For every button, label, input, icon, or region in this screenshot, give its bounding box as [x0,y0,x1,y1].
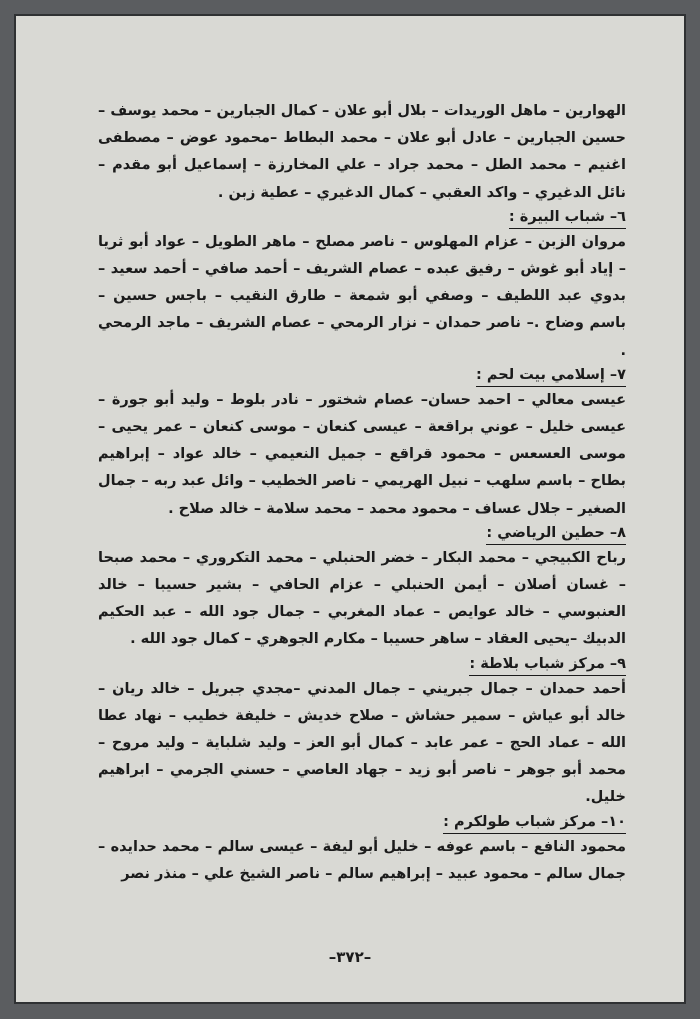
section-heading: ٩– مركز شباب بلاطة : [98,654,626,676]
names-paragraph: عيسى معالي – احمد حسان– عصام شختور – نادر بلوط – وليد أبو جورة – عيسى خليل – عوني براقعة – عيسى كنعان – موسى كنعان – عمر يحيى – موسى العسعس – محمود قراقع – جميل النعيمي – خالد عواد – إبراهيم بطاح – باسم سلهب – نبيل الهريمي – ناصر الخطيب – وائل عبد ربه – جمال الصغير – جلال عساف – محمود محمد – محمد سلامة – خالد صلاح . [98,391,626,517]
page-text [98,98,626,888]
names-paragraph: رباح الكبيجي – محمد البكار – خضر الحنبلي – محمد التكروري – محمد صبحا – غسان أصلان – أيمن الحنبلي – عزام الحافي – بشير حسيبا – خالد العنبوسي – خالد عوايص – عماد المغربي – جمال جود الله – عبد الحكيم الدبيك –يحيى العقاد – ساهر حسيبا – مكارم الجوهري – كمال جود الله . [98,549,626,648]
section-heading: ١٠– مركز شباب طولكرم : [98,812,626,834]
section-heading: ٧– إسلامي بيت لحم : [98,365,626,387]
names-paragraph: محمود النافع – باسم عوفه – خليل أبو ليفة – عيسى سالم – محمد حدايده – جمال سالم – محمود عبيد – إبراهيم سالم – ناصر الشيخ علي – منذر نصر [98,838,626,882]
page-sheet [14,14,686,1004]
names-paragraph: مروان الزبن – عزام المهلوس – ناصر مصلح – ماهر الطويل – عواد أبو ثريا – إياد أبو غوش – رفيق عبده – عصام الشريف – أحمد صافي – أحمد سعيد – بدوي عبد اللطيف – وصفي أبو شمعة – طارق النقيب – باجس حسين – باسم وضاح .– ناصر حمدان – نزار الرمحي – عصام الشريف – ماجد الرمحي . [98,233,626,359]
names-paragraph: الهوارين – ماهل الوريدات – بلال أبو علان – كمال الجبارين – محمد يوسف – حسين الجبارين – عادل أبو علان – محمد البطاط –محمود عوض – مصطفى اغنيم – محمد الطل – محمد جراد – علي المخارزة – إسماعيل أبو مقدم – نائل الدغيري – واكد العقبي – كمال الدغيري – عطية زبن . [98,103,626,201]
names-paragraph: أحمد حمدان – جمال جبريني – جمال المدني –مجدي جبريل – خالد ريان – خالد أبو عياش – سمير حشاش – صلاح خديش – خليفة خطيب – نهاد عطا الله – عماد الحج – عمر عابد – كمال أبو العز – وليد شلباية – وليد مروح – محمد أبو جوهر – ناصر أبو زيد – جهاد العاصي – حسني الجرمي – ابراهيم خليل. [98,680,626,806]
section-heading: ٨– حطين الرياضي : [98,523,626,545]
section-heading: ٦– شباب البيرة : [98,207,626,229]
page-number: –٣٧٢– [328,948,372,966]
